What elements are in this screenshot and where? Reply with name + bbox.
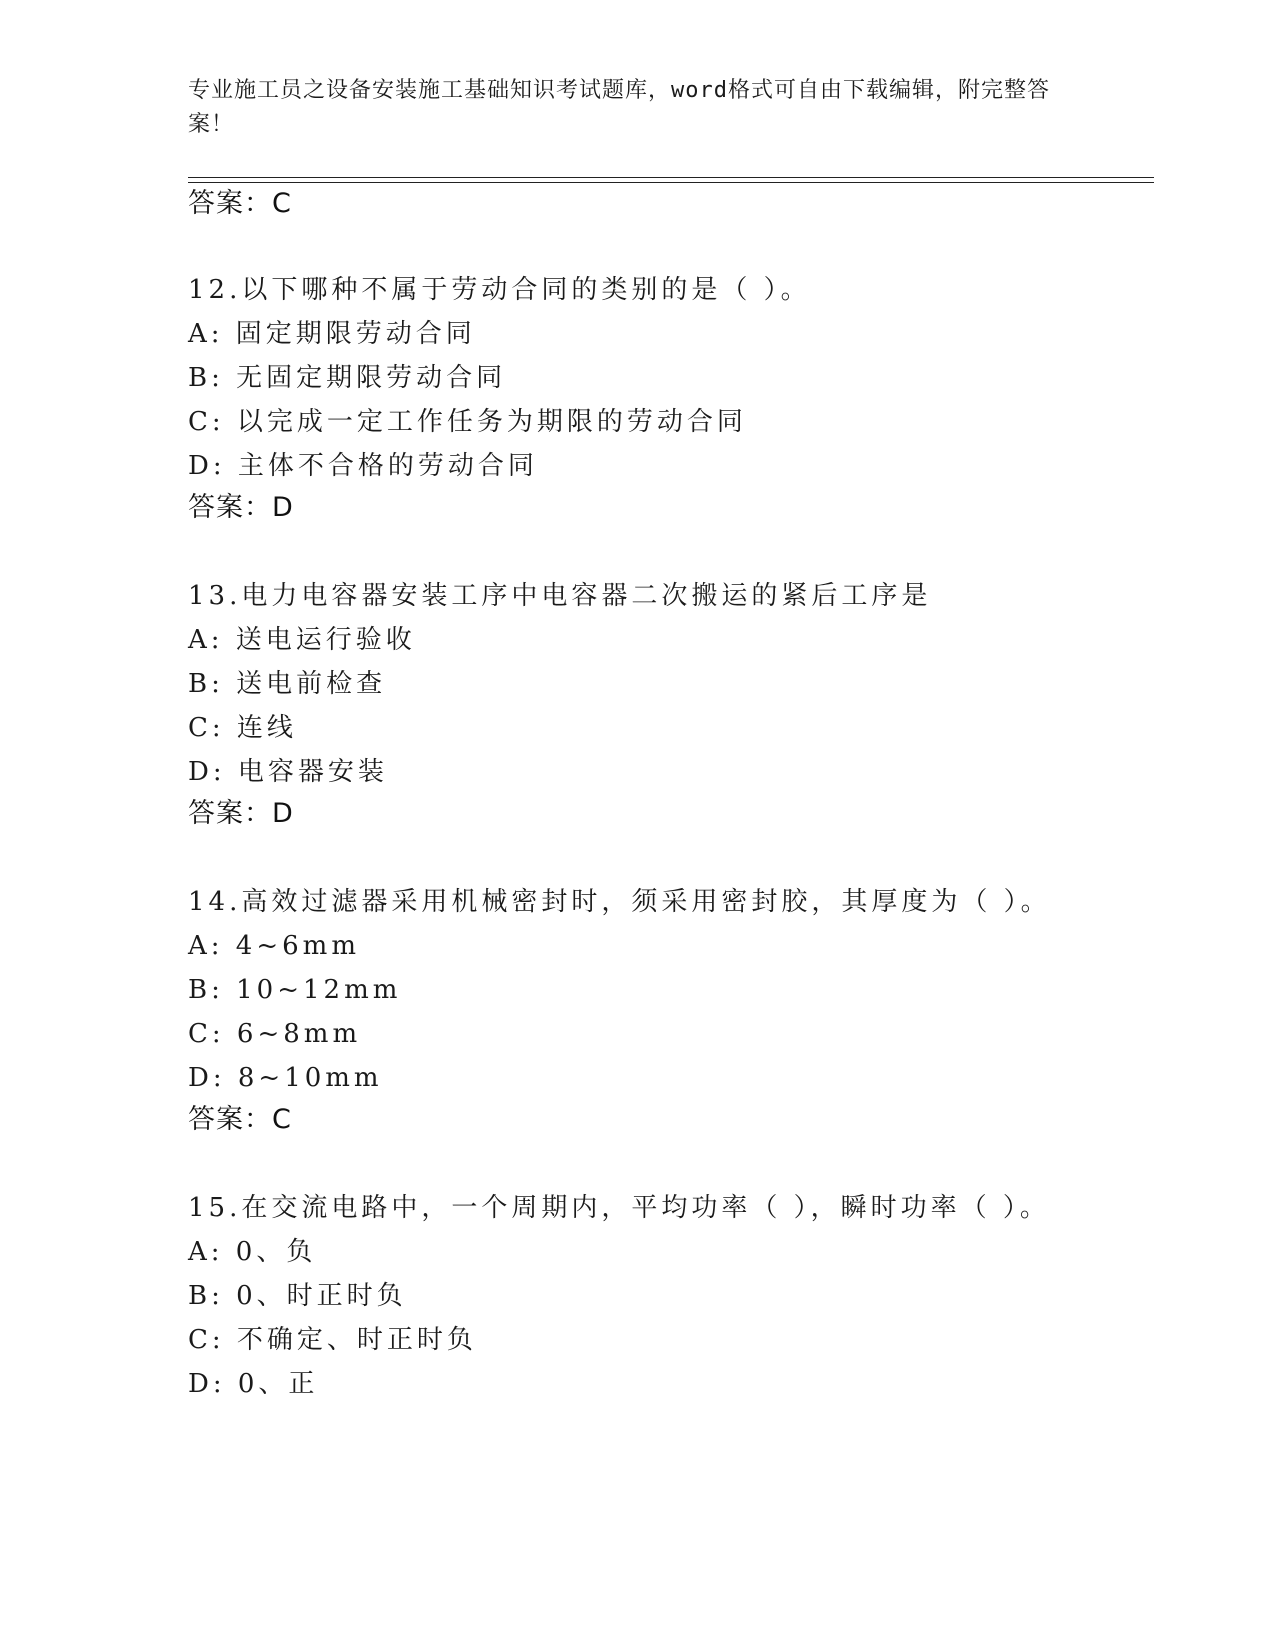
question-13-option-a: A: 送电运行验收	[188, 625, 416, 655]
document-header: 专业施工员之设备安装施工基础知识考试题库，word格式可自由下载编辑，附完整答案！	[188, 78, 1050, 137]
question-12-option-a: A: 固定期限劳动合同	[188, 319, 476, 349]
question-12-option-d: D: 主体不合格的劳动合同	[188, 451, 538, 481]
question-13-option-d: D: 电容器安装	[188, 757, 388, 787]
question-15-option-a: A: 0、负	[188, 1237, 317, 1267]
header-divider-top	[188, 177, 1154, 178]
question-14-option-a: A: 4~6mm	[188, 931, 360, 961]
question-14: 14.高效过滤器采用机械密封时，须采用密封胶，其厚度为（ ）。	[188, 887, 1051, 917]
answer-13: 答案：D	[188, 798, 294, 829]
question-15-option-b: B: 0、时正时负	[188, 1281, 407, 1311]
question-12-option-b: B: 无固定期限劳动合同	[188, 363, 507, 393]
question-13: 13.电力电容器安装工序中电容器二次搬运的紧后工序是	[188, 581, 932, 611]
answer-11: 答案：C	[188, 188, 292, 219]
question-14-option-b: B: 10~12mm	[188, 975, 402, 1005]
question-14-option-c: C: 6~8mm	[188, 1019, 362, 1049]
question-15-option-c: C: 不确定、时正时负	[188, 1325, 477, 1355]
question-14-option-d: D: 8~10mm	[188, 1063, 383, 1093]
question-13-option-b: B: 送电前检查	[188, 669, 387, 699]
question-15-option-d: D: 0、正	[188, 1369, 319, 1399]
answer-12: 答案：D	[188, 492, 294, 523]
question-13-option-c: C: 连线	[188, 713, 297, 743]
header-divider-bottom	[188, 182, 1154, 183]
answer-14: 答案：C	[188, 1104, 292, 1135]
question-12-option-c: C: 以完成一定工作任务为期限的劳动合同	[188, 407, 747, 437]
question-15: 15.在交流电路中，一个周期内，平均功率（ ），瞬时功率（ ）。	[188, 1193, 1050, 1223]
question-12: 12.以下哪种不属于劳动合同的类别的是（ ）。	[188, 275, 811, 305]
